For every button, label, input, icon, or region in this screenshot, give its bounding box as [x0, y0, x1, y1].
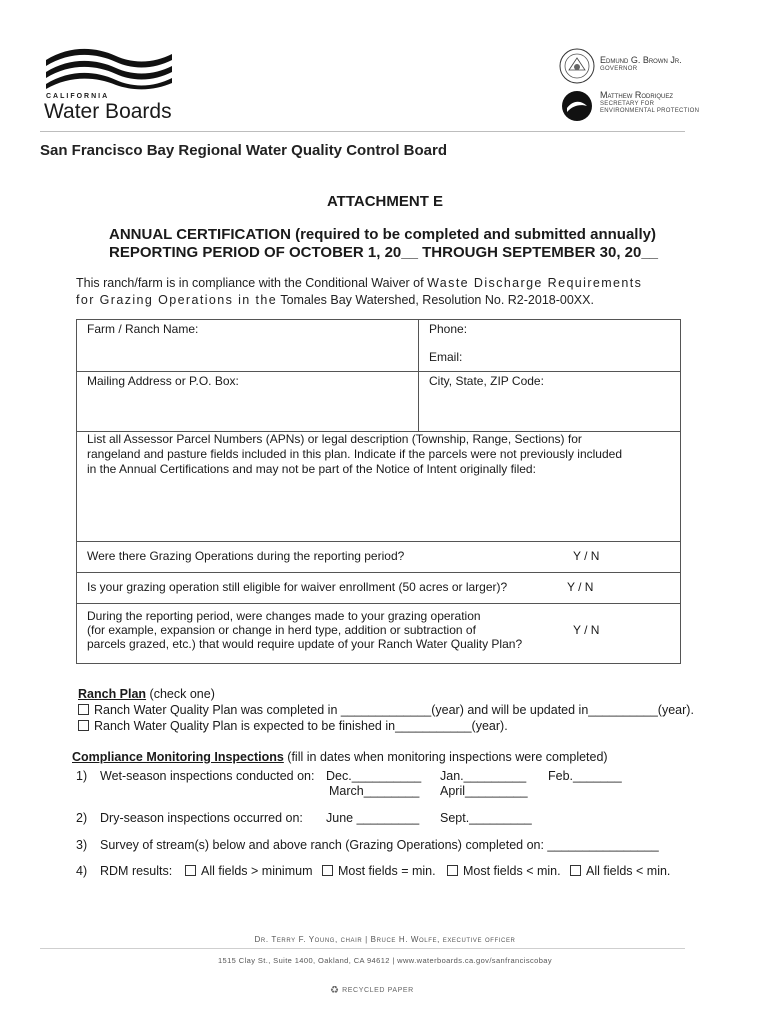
question-operation-changes [77, 604, 681, 664]
jan-date-field[interactable]: Jan._________ [440, 769, 527, 783]
april-date-field[interactable]: April_________ [440, 784, 528, 798]
wet-season-label: Wet-season inspections conducted on: [100, 769, 315, 783]
ranch-plan-option1-checkbox[interactable] [78, 704, 89, 715]
question-1-yes-no[interactable]: Y / N [573, 549, 600, 563]
rdm-option-1 [185, 863, 313, 879]
mailing-address-field[interactable] [77, 372, 419, 432]
rdm-option-1-label: All fields > minimum [201, 864, 313, 878]
ranch-plan-note: (check one) [146, 687, 215, 701]
ranch-plan-heading: Ranch Plan [78, 687, 147, 701]
california-seal-icon [559, 48, 595, 84]
rdm-option-4-checkbox[interactable] [570, 865, 581, 876]
rdm-option-2-checkbox[interactable] [322, 865, 333, 876]
recycled-paper-text: RECYCLED PAPER [342, 987, 414, 994]
calepa-logo-icon [561, 90, 593, 122]
question-3-line1: During the reporting period, were changes made to your grazing operation [87, 609, 481, 623]
dry-season-label: Dry-season inspections occurred on: [100, 811, 303, 825]
attachment-title: ATTACHMENT E [326, 193, 444, 210]
email-label: Email: [429, 350, 463, 364]
dec-date-field[interactable]: Dec.__________ [326, 769, 422, 783]
march-date-field[interactable]: March________ [329, 784, 420, 798]
intro-paragraph [76, 275, 696, 309]
rdm-option-3-checkbox[interactable] [447, 865, 458, 876]
intro-line2b: Tomales Bay Watershed, Resolution No. R2-2018-00XX. [277, 293, 594, 307]
intro-line2a: for Grazing Operations in the [76, 293, 278, 307]
rdm-label: RDM results: [100, 864, 173, 878]
feb-date-field[interactable]: Feb._______ [548, 769, 622, 783]
intro-line1b: Waste Discharge Requirements [427, 276, 643, 290]
ranch-info-form [76, 319, 681, 664]
farm-name-label: Farm / Ranch Name: [87, 322, 199, 336]
monitoring-heading-line [72, 749, 712, 765]
monitoring-heading: Compliance Monitoring Inspections [72, 750, 284, 764]
mailing-address-label: Mailing Address or P.O. Box: [87, 374, 239, 388]
secretary-title-line1: SECRETARY FOR [600, 101, 655, 107]
rdm-option-4-label: All fields < min. [586, 864, 671, 878]
footer-divider [40, 948, 685, 949]
sept-date-field[interactable]: Sept._________ [440, 811, 532, 825]
reporting-period-title: REPORTING PERIOD OF OCTOBER 1, 20__ THROUGH SEPTEMBER 30, 20__ [109, 244, 659, 261]
apn-text-line2: rangeland and pasture fields included in this plan. Indicate if the parcels were not previously included [87, 447, 622, 461]
monitoring-note: (fill in dates when monitoring inspections were completed) [283, 750, 608, 764]
question-3-line3: parcels grazed, etc.) that would require update of your Ranch Water Quality Plan? [87, 637, 523, 651]
governor-name: Edmund G. Brown Jr. [600, 55, 682, 65]
intro-line1a: This ranch/farm is in compliance with the Conditional Waiver of [76, 276, 428, 290]
city-state-zip-field[interactable] [419, 372, 681, 432]
ranch-plan-section [78, 686, 718, 734]
question-waiver-eligibility [77, 573, 681, 604]
question-grazing-operations [77, 542, 681, 573]
governor-title: GOVERNOR [600, 66, 638, 72]
logo-california-text: CALIFORNIA [46, 93, 110, 100]
item-3-number: 3) [76, 838, 88, 852]
stream-survey-field[interactable]: Survey of stream(s) below and above ranch (Grazing Operations) completed on: ________________ [100, 838, 659, 852]
question-1-text: Were there Grazing Operations during the reporting period? [87, 549, 405, 563]
apn-field[interactable] [77, 432, 681, 542]
logo-water-boards-text: Water Boards [44, 100, 172, 123]
contact-field[interactable] [419, 320, 681, 372]
question-2-yes-no[interactable]: Y / N [567, 580, 594, 594]
question-2-text: Is your grazing operation still eligible for waiver enrollment (50 acres or larger)? [87, 580, 508, 594]
footer-officers: Dr. Terry F. Young, chair | Bruce H. Wolfe, executive officer [254, 935, 516, 944]
phone-label: Phone: [429, 322, 468, 336]
certification-title: ANNUAL CERTIFICATION (required to be completed and submitted annually) [109, 226, 656, 243]
item-1-number: 1) [76, 769, 88, 783]
header-divider [40, 131, 685, 132]
apn-text-line1: List all Assessor Parcel Numbers (APNs) or legal description (Township, Range, Sections) for [87, 432, 582, 446]
rdm-option-2-label: Most fields = min. [338, 864, 436, 878]
board-name: San Francisco Bay Regional Water Quality Control Board [40, 142, 448, 159]
recycle-icon: ♻ [330, 985, 340, 996]
item-4-number: 4) [76, 864, 88, 878]
rdm-option-3-label: Most fields < min. [463, 864, 561, 878]
recycled-paper-mark [330, 985, 414, 996]
secretary-name: Matthew Rodriquez [600, 90, 674, 100]
item-2-number: 2) [76, 811, 88, 825]
june-date-field[interactable]: June _________ [326, 811, 420, 825]
ranch-plan-option1: Ranch Water Quality Plan was completed in _____________(year) and will be updated in__________(year). [94, 703, 694, 717]
rdm-option-1-checkbox[interactable] [185, 865, 196, 876]
question-3-yes-no[interactable]: Y / N [573, 623, 600, 637]
footer-address: 1515 Clay St., Suite 1400, Oakland, CA 94612 | www.waterboards.ca.gov/sanfranciscobay [217, 956, 553, 965]
city-state-zip-label: City, State, ZIP Code: [429, 374, 544, 388]
water-boards-logo-waves [44, 46, 174, 90]
rdm-option-3 [447, 863, 561, 879]
ranch-plan-option2: Ranch Water Quality Plan is expected to be finished in___________(year). [94, 719, 508, 733]
rdm-option-2 [322, 863, 436, 879]
question-3-line2: (for example, expansion or change in herd type, addition or subtraction of [87, 623, 476, 637]
ranch-plan-option2-checkbox[interactable] [78, 720, 89, 731]
apn-text-line3: in the Annual Certifications and may not be part of the Notice of Intent originally filed: [87, 462, 536, 476]
farm-name-field[interactable] [77, 320, 419, 372]
rdm-option-4 [570, 863, 670, 879]
secretary-title-line2: ENVIRONMENTAL PROTECTION [600, 108, 700, 114]
